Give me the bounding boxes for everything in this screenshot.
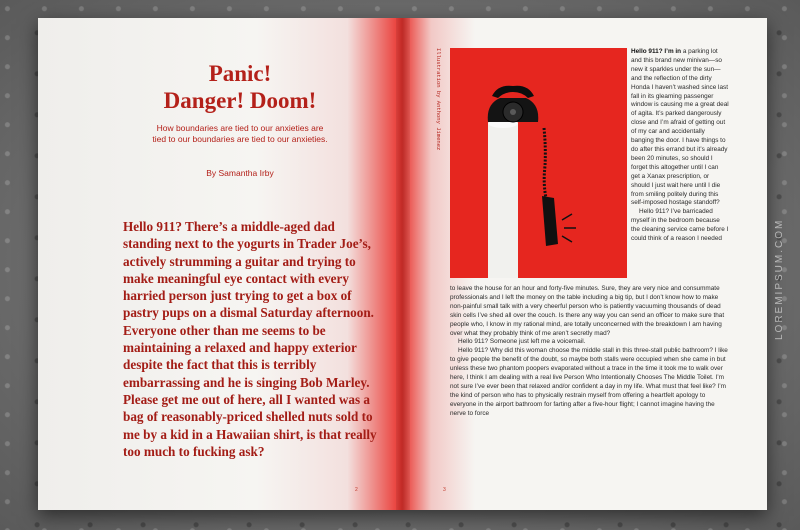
byline: By Samantha Irby: [206, 168, 274, 178]
right-page: [402, 18, 767, 510]
paragraph-3: Hello 911? Someone just left me a voicemail.: [458, 338, 586, 346]
article-title: [130, 60, 350, 114]
spine-fold: [396, 18, 410, 510]
title-line-2: Danger! Doom!: [163, 88, 317, 113]
left-page: [38, 18, 402, 510]
phone-cord: [450, 48, 627, 278]
paragraph-4: Hello 911? Why did this woman choose the middle stall in this three-stall public bathroom? I like to give people the benefit of the doubt, so maybe both stalls were occupied when she came in but unless these two phantom poopers evaporated without a trace in the time it took me to walk over here, I think I am dealing with a real live Person Who Intentionally Chooses The Middle Toilet. I’m not sure I’ve ever been that relaxed and/or confident a day in my life. What must that feel like? I’m the kind of person who has to physically restrain myself from offering a heartfelt apology to everyone in the airport bathroom for farting after a five-hour flight; I cannot imagine having the nerve to force: [450, 347, 728, 417]
illustration-credit: Illustration by Anthony Jimenez: [435, 48, 442, 151]
title-line-1: Panic!: [208, 61, 272, 86]
paragraph-1: [631, 48, 729, 208]
watermark: LOREMIPSUM.COM: [774, 218, 785, 340]
paragraph-1-lead: Hello 911? I’m in: [631, 48, 682, 55]
article-deck: How boundaries are tied to our anxieties are tied to our boundaries are tied to our anxieties.: [152, 123, 328, 144]
lede-paragraph: Hello 911? There’s a middle-aged dad standing next to the yogurts in Trader Joe’s, actively strumming a guitar and trying to make meaningful eye contact with every harried person just trying to get a box of pastry pups on a dismal Saturday afternoon. Everyone other than me seems to be maintaining a relaxed and happy exterior despite the fact that this is terribly embarrassing and he is singing Bob Marley. Please get me out of here, all I wanted was a bag of reasonably-priced shelled nuts sold to me by a kid in a Hawaiian shirt, is that really too much to fucking ask?: [123, 219, 377, 459]
page-number-right: 3: [443, 487, 446, 493]
paragraph-2-end: to leave the house for an hour and forty-five minutes. Sure, they are very nice and consummate professionals and I left the money on the table including a big tip, but I don’t know how to make non-painful small talk with a very cheerful person who is patiently vacuuming thousands of dead skin cells I’ve shed all over the couch. Is there any way you can send an officer to make sure that people who, I know in my rational mind, are totally unconcerned with the breakdown I am having over what they probably think of me aren’t secretly mad?: [450, 285, 725, 337]
paragraph-1-body: a parking lot and this brand new minivan—so new it sparkles under the sun—and the reflection of the dirty Honda I haven’t washed since last fall in its gleaming passenger window is causing me a great deal of agita. It’s parked dangerously close and I’m afraid of getting out of my car and accidentally banging the door. I have things to do after this errand but it’s already been 20 minutes, so should I forget this altogether until I can get a Xanax prescription, or should I just wait here until I die from smiling politely during this self-imposed hostage standoff?: [631, 48, 729, 207]
magazine-spread: [38, 18, 767, 510]
paragraph-2-start: Hello 911? I’ve barricaded myself in the bedroom because the cleaning service came before I could think of a reason I needed: [631, 208, 729, 243]
telephone-illustration: [450, 48, 627, 278]
body-column-narrow: [631, 48, 729, 244]
body-column-wide: [450, 285, 729, 419]
page-number-left: 2: [355, 487, 358, 493]
